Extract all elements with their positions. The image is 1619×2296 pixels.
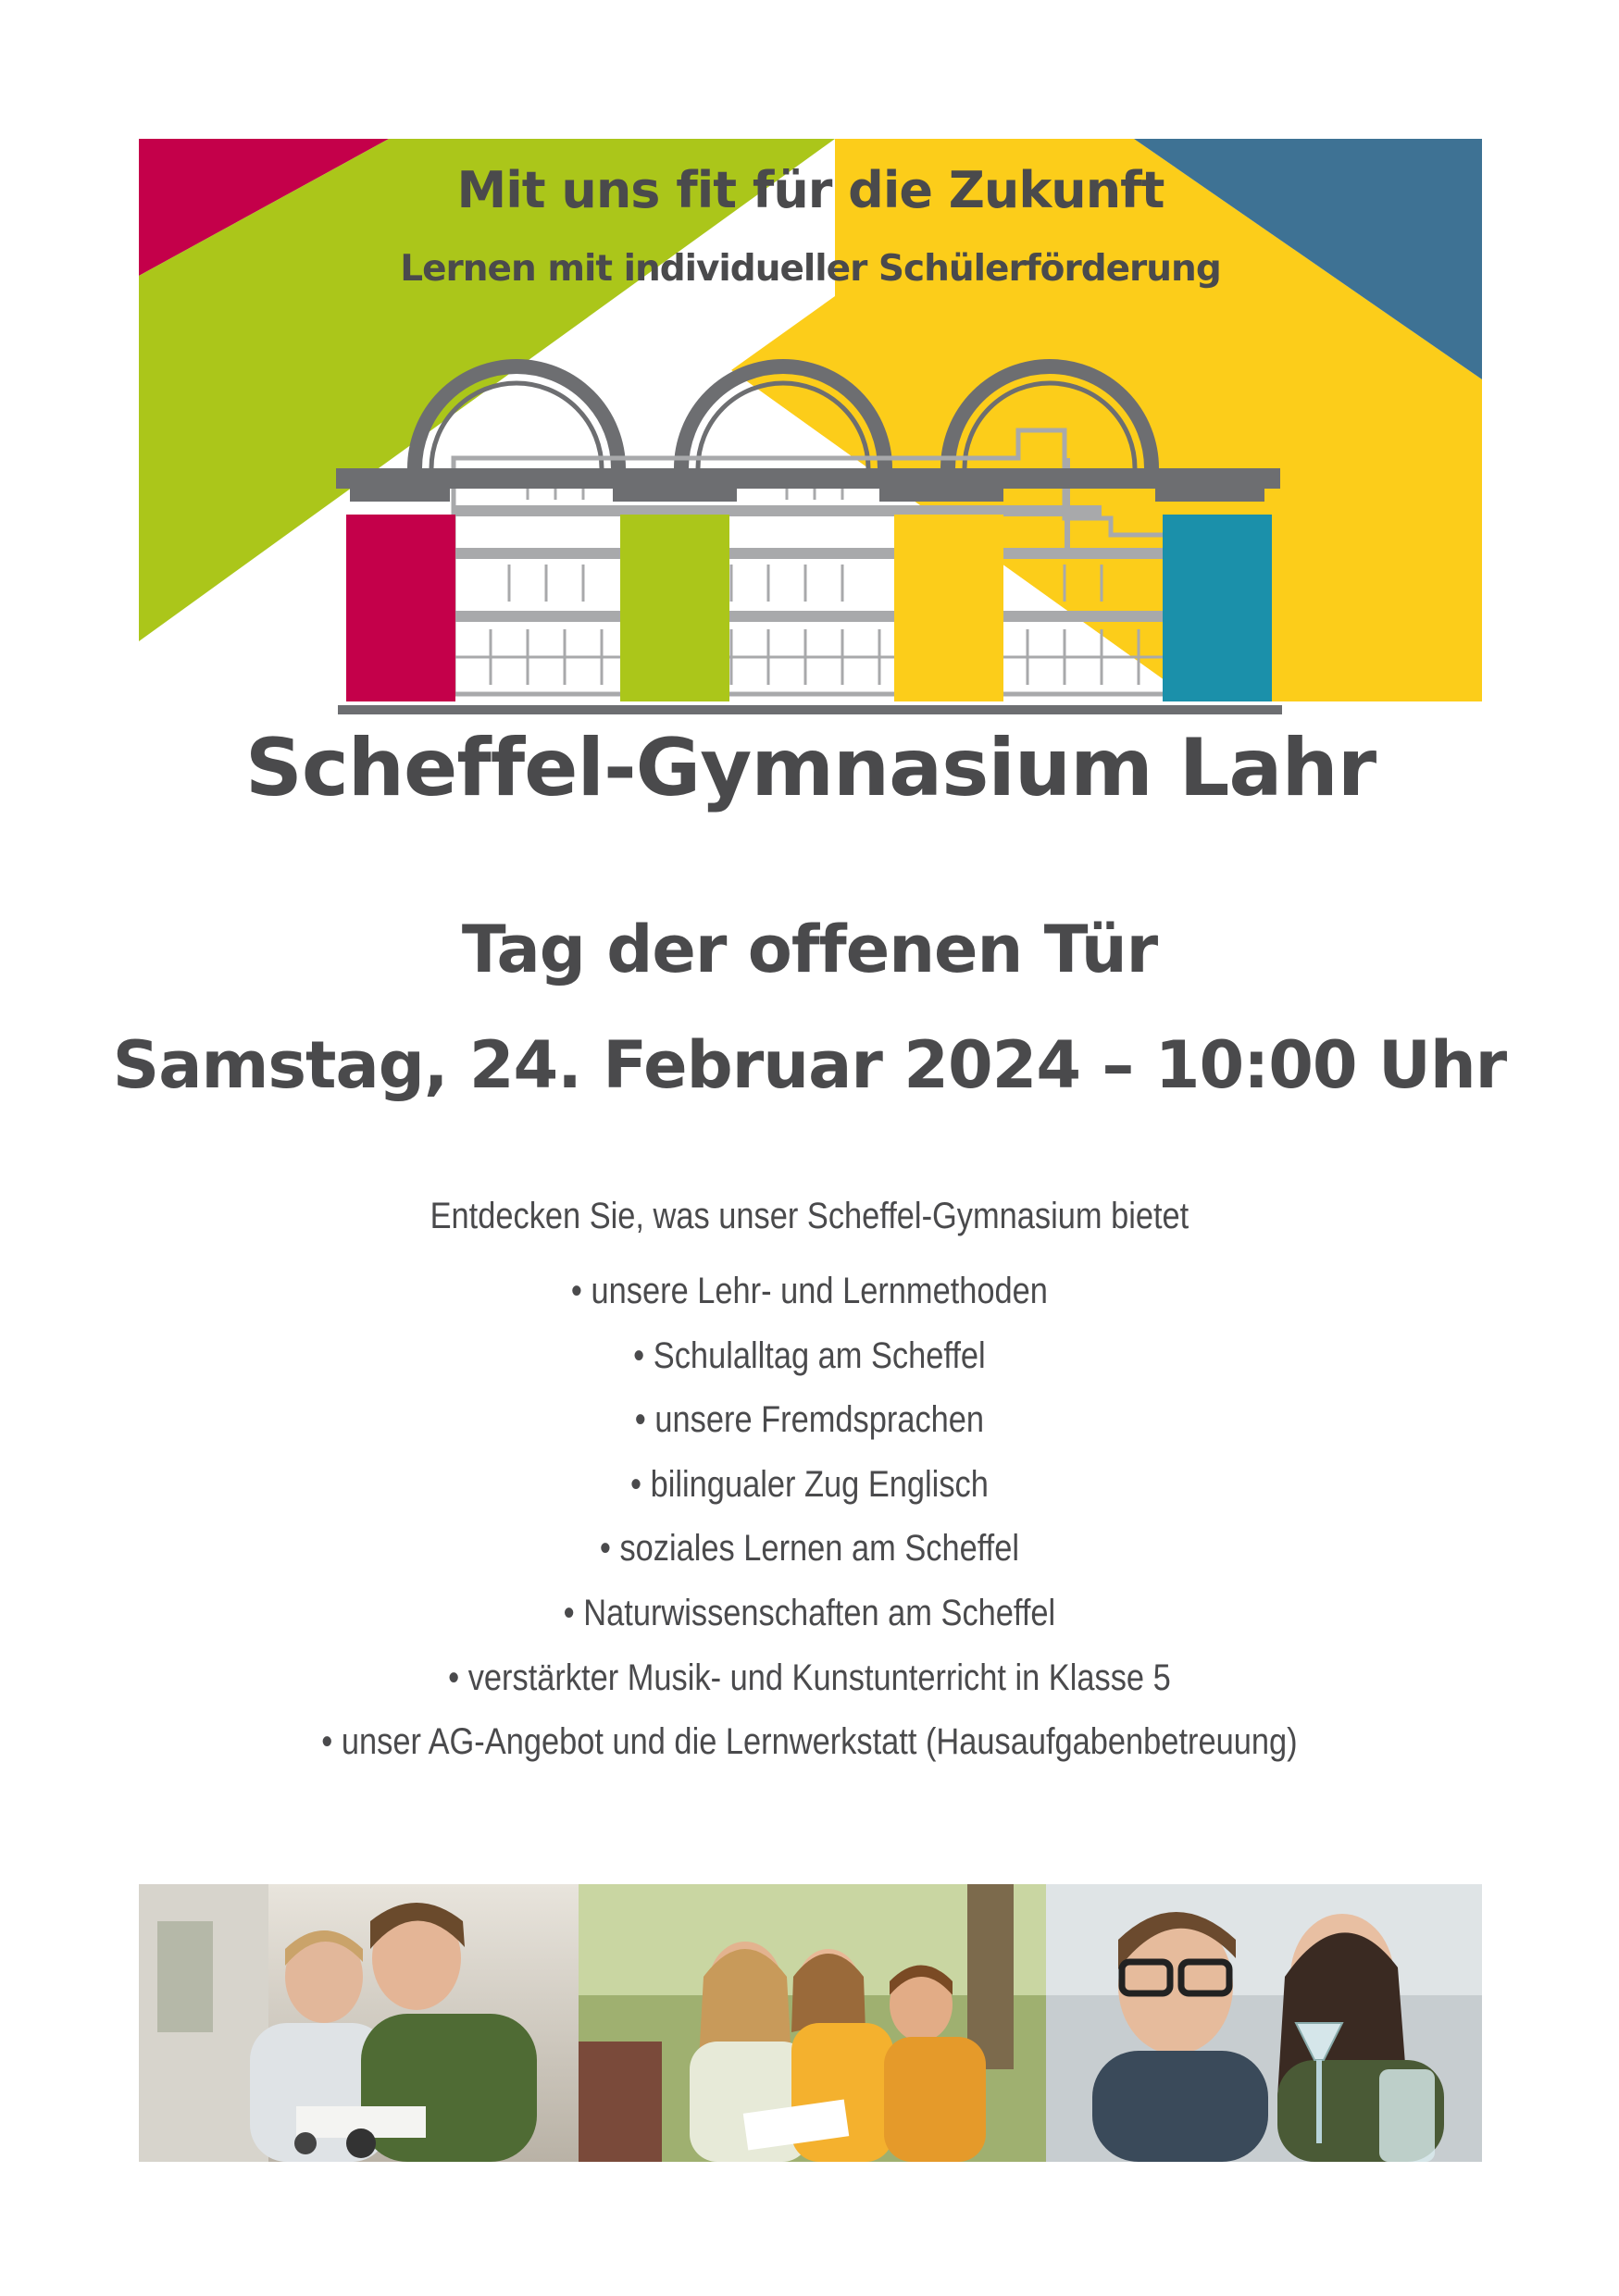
list-item: • soziales Lernen am Scheffel — [113, 1517, 1505, 1582]
list-item: • Naturwissenschaften am Scheffel — [113, 1582, 1505, 1646]
school-building-arches-logo — [139, 139, 1482, 701]
feature-list — [113, 1260, 1505, 1775]
list-item: • unsere Fremdsprachen — [113, 1388, 1505, 1453]
students-chemistry-lab-photo — [1046, 1884, 1482, 2162]
list-item: • Schulalltag am Scheffel — [113, 1324, 1505, 1389]
list-item: • bilingualer Zug Englisch — [113, 1453, 1505, 1518]
list-item: • unsere Lehr- und Lernmethoden — [113, 1260, 1505, 1324]
event-title: Tag der offenen Tür — [461, 912, 1158, 987]
logo-base-line — [338, 705, 1282, 714]
photo-strip — [139, 1884, 1482, 2162]
school-name: Scheffel-Gymnasium Lahr — [244, 722, 1376, 814]
boys-building-robot-photo — [139, 1884, 579, 2162]
slogan-subline: Lernen mit individueller Schülerförderung — [400, 248, 1221, 290]
list-item: • unser AG-Angebot und die Lernwerkstatt (Hausaufgabenbetreuung) — [113, 1710, 1505, 1775]
header-banner — [139, 139, 1482, 701]
slogan-headline: Mit uns fit für die Zukunft — [456, 161, 1164, 219]
students-studying-outdoors-photo — [579, 1884, 1046, 2162]
list-item: • verstärkter Musik- und Kunstunterricht in Klasse 5 — [113, 1646, 1505, 1711]
event-date: Samstag, 24. Februar 2024 – 10:00 Uhr — [112, 1027, 1507, 1103]
intro-text: Entdecken Sie, was unser Scheffel-Gymnasium bietet — [430, 1196, 1189, 1236]
